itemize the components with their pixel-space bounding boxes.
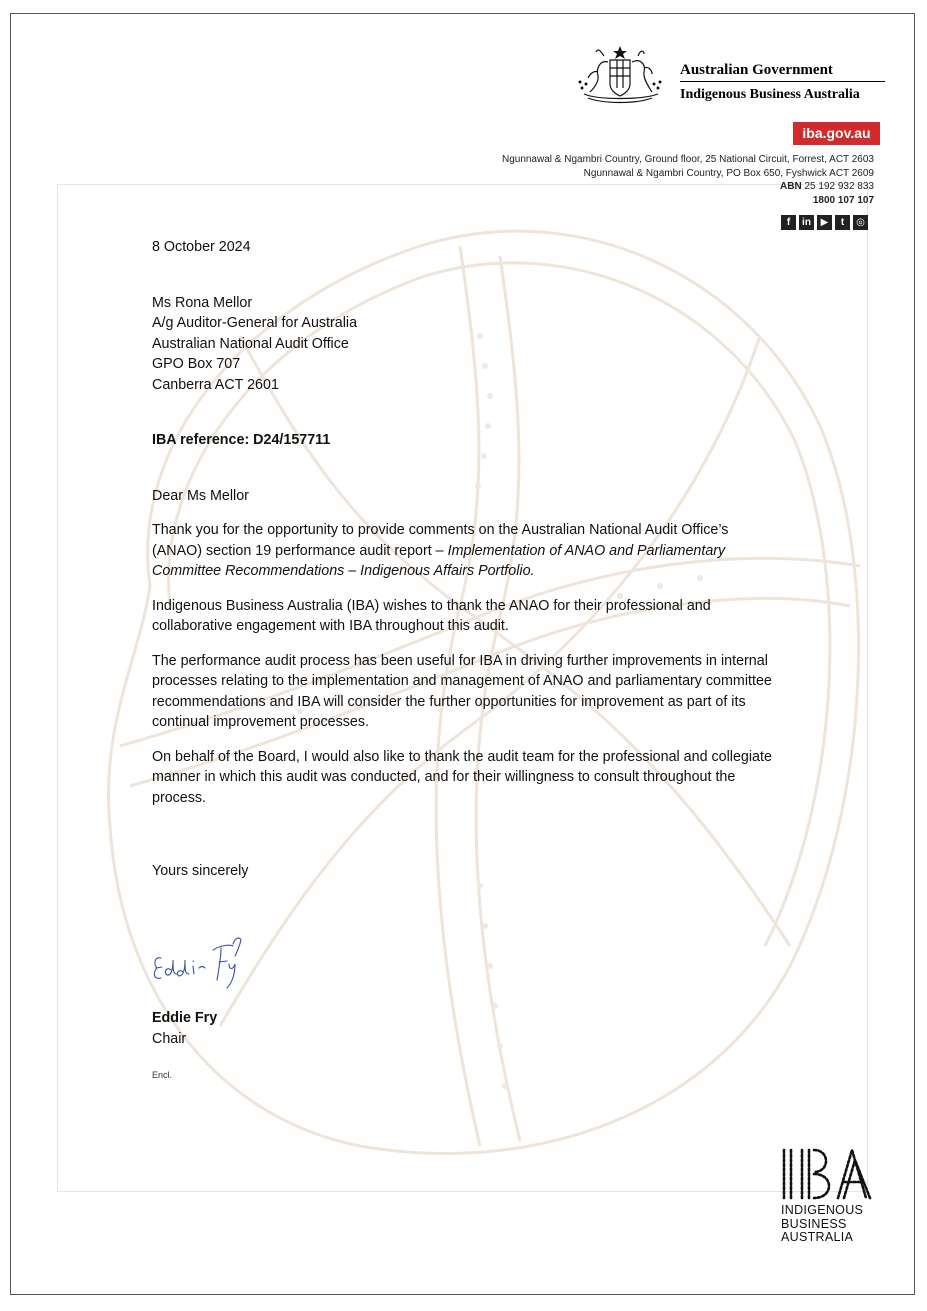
facebook-icon[interactable]: f xyxy=(781,215,796,230)
paragraph-4: On behalf of the Board, I would also like to thank the audit team for the professional and collegiate manner in which this audit was conducted, and for their willingness to consult throughout the process. xyxy=(152,748,772,806)
report-title: Implementation of ANAO and Parliamentary Committee Recommendations – Indigenous Affairs Portfolio. xyxy=(152,542,726,579)
recipient-organisation: Australian National Audit Office xyxy=(152,335,349,352)
social-links xyxy=(781,215,868,230)
street-address: Ngunnawal & Ngambri Country, Ground floor, 25 National Circuit, Forrest, ACT 2603 xyxy=(501,154,874,165)
postal-address: Ngunnawal & Ngambri Country, PO Box 650, Fyshwick ACT 2609 xyxy=(583,167,874,179)
letter-body xyxy=(152,237,777,882)
contact-block xyxy=(502,153,874,207)
paragraph-1 xyxy=(152,520,777,582)
paragraph-1-text: Thank you for the opportunity to provide comments on the Australian National Audit Office’s (ANAO) section 19 performance audit report – xyxy=(152,522,729,559)
closing: Yours sincerely xyxy=(152,863,249,879)
paragraph-2: Indigenous Business Australia (IBA) wishes to thank the ANAO for their professional and collaborative engagement with IBA throughout this audit. xyxy=(152,597,711,634)
salutation: Dear Ms Mellor xyxy=(152,487,249,504)
coat-of-arms-icon xyxy=(574,42,666,108)
youtube-icon[interactable]: ▶ xyxy=(817,215,832,230)
phone-number: 1800 107 107 xyxy=(812,194,874,206)
reference-line: IBA reference: D24/157711 xyxy=(152,432,331,448)
paragraph-3: The performance audit process has been useful for IBA in driving further improvements in internal processes relating to the implementation and management of ANAO and parliamentary committee recommendations and IBA will consider the further opportunities for improvement as part of its continual improvement processes. xyxy=(152,652,772,730)
letter-date: 8 October 2024 xyxy=(152,239,251,255)
abn-label: ABN xyxy=(780,181,802,192)
wordmark-line-3: AUSTRALIA xyxy=(781,1230,854,1244)
abn-value: 25 192 932 833 xyxy=(804,181,874,192)
recipient-name: Ms Rona Mellor xyxy=(152,294,253,311)
signer-block xyxy=(152,1008,217,1049)
signer-name: Eddie Fry xyxy=(152,1010,218,1026)
website-link[interactable]: iba.gov.au xyxy=(793,122,880,145)
recipient-po-box: GPO Box 707 xyxy=(152,356,241,372)
recipient-address xyxy=(152,293,777,396)
iba-wordmark xyxy=(781,1204,863,1245)
iba-logo-icon xyxy=(780,1148,874,1200)
recipient-title: A/g Auditor-General for Australia xyxy=(152,315,358,331)
abn-line xyxy=(502,180,874,194)
wordmark-line-2: BUSINESS xyxy=(781,1216,847,1231)
enclosure-note: Encl. xyxy=(152,1070,173,1080)
handwritten-signature xyxy=(147,930,257,992)
signer-title: Chair xyxy=(152,1030,187,1047)
recipient-city: Canberra ACT 2601 xyxy=(152,376,279,393)
wordmark-line-1: INDIGENOUS xyxy=(781,1203,864,1217)
instagram-icon[interactable]: ◎ xyxy=(853,215,868,230)
linkedin-icon[interactable]: in xyxy=(799,215,814,230)
twitter-icon[interactable]: t xyxy=(835,215,850,230)
government-title: Australian Government xyxy=(680,61,885,82)
agency-name: Indigenous Business Australia xyxy=(680,87,860,102)
